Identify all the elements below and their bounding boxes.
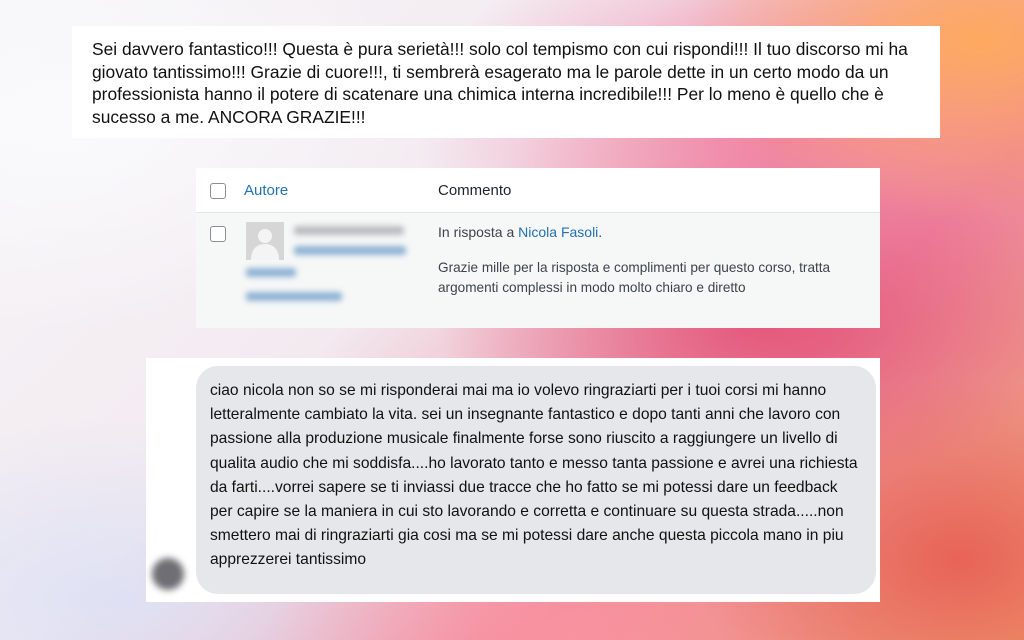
select-all-checkbox[interactable] bbox=[210, 183, 226, 199]
reply-suffix: . bbox=[598, 224, 603, 240]
message-bubble bbox=[196, 366, 876, 594]
testimonial-card-top bbox=[72, 26, 940, 138]
row-checkbox[interactable] bbox=[210, 226, 226, 242]
reply-to-link[interactable]: Nicola Fasoli bbox=[518, 224, 599, 240]
table-header bbox=[196, 168, 880, 213]
sender-avatar-icon bbox=[152, 558, 184, 590]
in-reply-to bbox=[438, 224, 602, 240]
comment-body: Grazie mille per la risposta e complimenti per questo corso, tratta argomenti complessi in modo molto chiaro e diretto bbox=[438, 260, 831, 295]
testimonial-text: Sei davvero fantastico!!! Questa è pura serietà!!! solo col tempismo con cui rispondi!!! Il tuo discorso mi ha giovato tantissimo!!! Grazie di cuore!!!, ti sembrerà esagerato ma le parole dette in un certo modo da un professionista hanno il potere di scatenare una chimica interna incredibile!!! Per lo meno è quello che è sucesso a me. ANCORA GRAZIE!!! bbox=[92, 39, 908, 127]
message-text: ciao nicola non so se mi risponderai mai ma io volevo ringraziarti per i tuoi corsi mi hanno letteralmente cambiato la vita. sei un insegnante fantastico e dopo tanti anni che lavoro con passione alla produzione musicale finalmente forse sono riuscito a raggiungere un livello di qualita audio che mi soddisfa....ho lavorato tanto e messo tanta passione e avrei una richiesta da farti....vorrei sapere se ti inviassi due tracce che ho fatto se mi potessi dare un feedback per capire se la maniera in cui sto lavorando e corretta e continuare su questa strada.....non smettero mai di ringraziarti gia cosi ma se mi potessi dare anche questa piccola mano in piu apprezzerei tantissimo bbox=[210, 382, 858, 569]
default-user-avatar-icon bbox=[246, 222, 284, 260]
message-card bbox=[146, 358, 880, 602]
column-header-comment: Commento bbox=[438, 182, 512, 199]
reply-prefix: In risposta a bbox=[438, 224, 515, 240]
wordpress-comments-table bbox=[196, 168, 880, 328]
column-header-author[interactable]: Autore bbox=[244, 182, 289, 199]
